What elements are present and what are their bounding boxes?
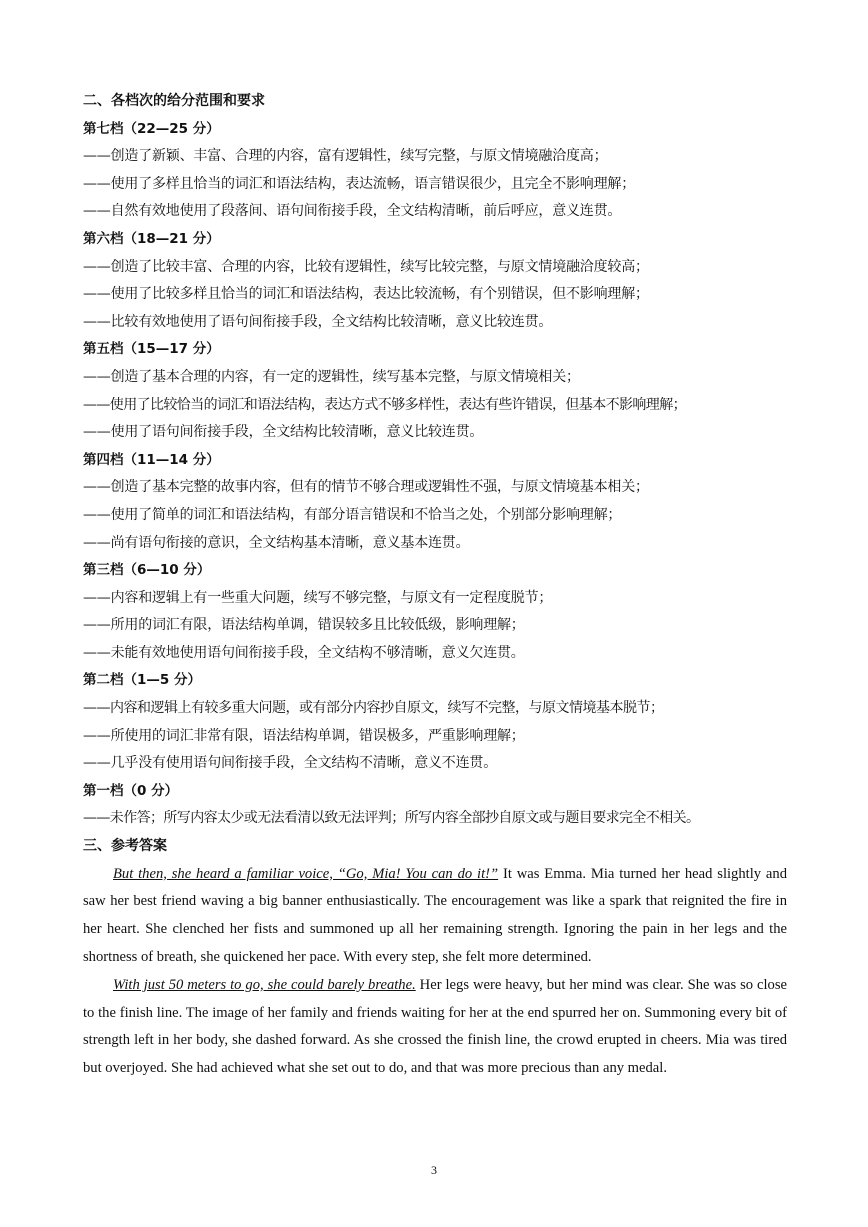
level-two [83, 667, 787, 777]
level-title: 第四档（11—14 分） [83, 451, 220, 468]
section-heading-answer: 三、参考答案 [83, 838, 167, 855]
level-five [83, 336, 787, 446]
criterion-content: ——内容和逻辑上有较多重大问题，或有部分内容抄自原文，续写不完整，与原文情境基本脱节； [83, 700, 664, 717]
criterion-language: ——所用的词汇有限，语法结构单调，错误较多且比较低级，影响理解； [83, 617, 525, 634]
level-title: 第三档（6—10 分） [83, 562, 211, 579]
section-heading-scoring: 二、各档次的给分范围和要求 [83, 93, 265, 109]
criterion-content: ——内容和逻辑上有一些重大问题，续写不够完整，与原文有一定程度脱节； [83, 589, 553, 606]
level-four [83, 447, 787, 557]
criterion-content: ——创造了基本完整的故事内容，但有的情节不够合理或逻辑性不强，与原文情境基本相关； [83, 479, 649, 496]
page-number: 3 [431, 1163, 437, 1177]
criterion-coherence: ——自然有效地使用了段落间、语句间衔接手段，全文结构清晰，前后呼应，意义连贯。 [83, 203, 622, 220]
criterion-language: ——使用了简单的词汇和语法结构，有部分语言错误和不恰当之处，个别部分影响理解； [83, 506, 622, 523]
level-title: 第一档（0 分） [83, 782, 179, 799]
answer-paragraph [83, 972, 787, 1083]
level-title: 第六档（18—21 分） [83, 230, 220, 247]
criterion-content: ——创造了比较丰富、合理的内容，比较有逻辑性，续写比较完整，与原文情境融洽度较高； [83, 258, 649, 275]
criterion-content: ——创造了基本合理的内容，有一定的逻辑性，续写基本完整，与原文情境相关； [83, 368, 580, 385]
page-content [83, 88, 787, 1083]
level-title: 第二档（1—5 分） [83, 672, 201, 689]
criterion-language: ——使用了比较恰当的词汇和语法结构，表达方式不够多样性，表达有些许错误，但基本不影响理解； [83, 396, 686, 413]
criterion-coherence: ——几乎没有使用语句间衔接手段，全文结构不清晰，意义不连贯。 [83, 755, 497, 772]
paragraph-body: It was Emma. Mia turned her head slightly and saw her best friend waving a big banner enthusiastically. The encouragement was like a spark that reignited the fire in her heart. She clenched her fists and summoned up all her remaining strength. Ignoring the pain in her legs and the shortness of breath, she quickened her pace. With every step, she felt more determined. [83, 865, 787, 966]
level-title: 第七档（22—25 分） [83, 120, 220, 137]
criterion-language: ——使用了多样且恰当的词汇和语法结构，表达流畅，语言错误很少，且完全不影响理解； [83, 175, 635, 192]
criterion-coherence: ——使用了语句间衔接手段，全文结构比较清晰，意义比较连贯。 [83, 424, 484, 441]
answer-paragraph [83, 861, 787, 972]
criterion-language: ——使用了比较多样且恰当的词汇和语法结构，表达比较流畅，有个别错误，但不影响理解； [83, 286, 649, 303]
paragraph-body: Her legs were heavy, but her mind was clear. She was so close to the finish line. The image of her family and friends waiting for her at the end spurred her on. Summoning every bit of strength left in her body, she dashed forward. As she crossed the finish line, the crowd erupted in cheers. Mia was tired but overjoyed. She had achieved what she set out to do, and that was more precious than any medal. [83, 976, 787, 1077]
criterion-coherence: ——比较有效地使用了语句间衔接手段，全文结构比较清晰，意义比较连贯。 [83, 313, 553, 330]
level-seven [83, 116, 787, 226]
paragraph-lead-sentence: But then, she heard a familiar voice, “Go, Mia! You can do it!” [113, 865, 499, 882]
criterion-content: ——创造了新颖、丰富、合理的内容，富有逻辑性，续写完整，与原文情境融洽度高； [83, 148, 608, 165]
criterion-language: ——所使用的词汇非常有限，语法结构单调，错误极多，严重影响理解； [83, 727, 525, 744]
level-three [83, 557, 787, 667]
level-title: 第五档（15—17 分） [83, 341, 220, 358]
level-one [83, 778, 787, 833]
criterion-coherence: ——未能有效地使用语句间衔接手段，全文结构不够清晰，意义欠连贯。 [83, 644, 525, 661]
paragraph-lead-sentence: With just 50 meters to go, she could barely breathe. [113, 976, 416, 993]
criterion-coherence: ——尚有语句衔接的意识，全文结构基本清晰，意义基本连贯。 [83, 534, 470, 551]
reference-answer [83, 861, 787, 1083]
level-six [83, 226, 787, 336]
criterion-content: ——未作答；所写内容太少或无法看清以致无法评判；所写内容全部抄自原文或与题目要求完全不相关。 [83, 810, 700, 827]
